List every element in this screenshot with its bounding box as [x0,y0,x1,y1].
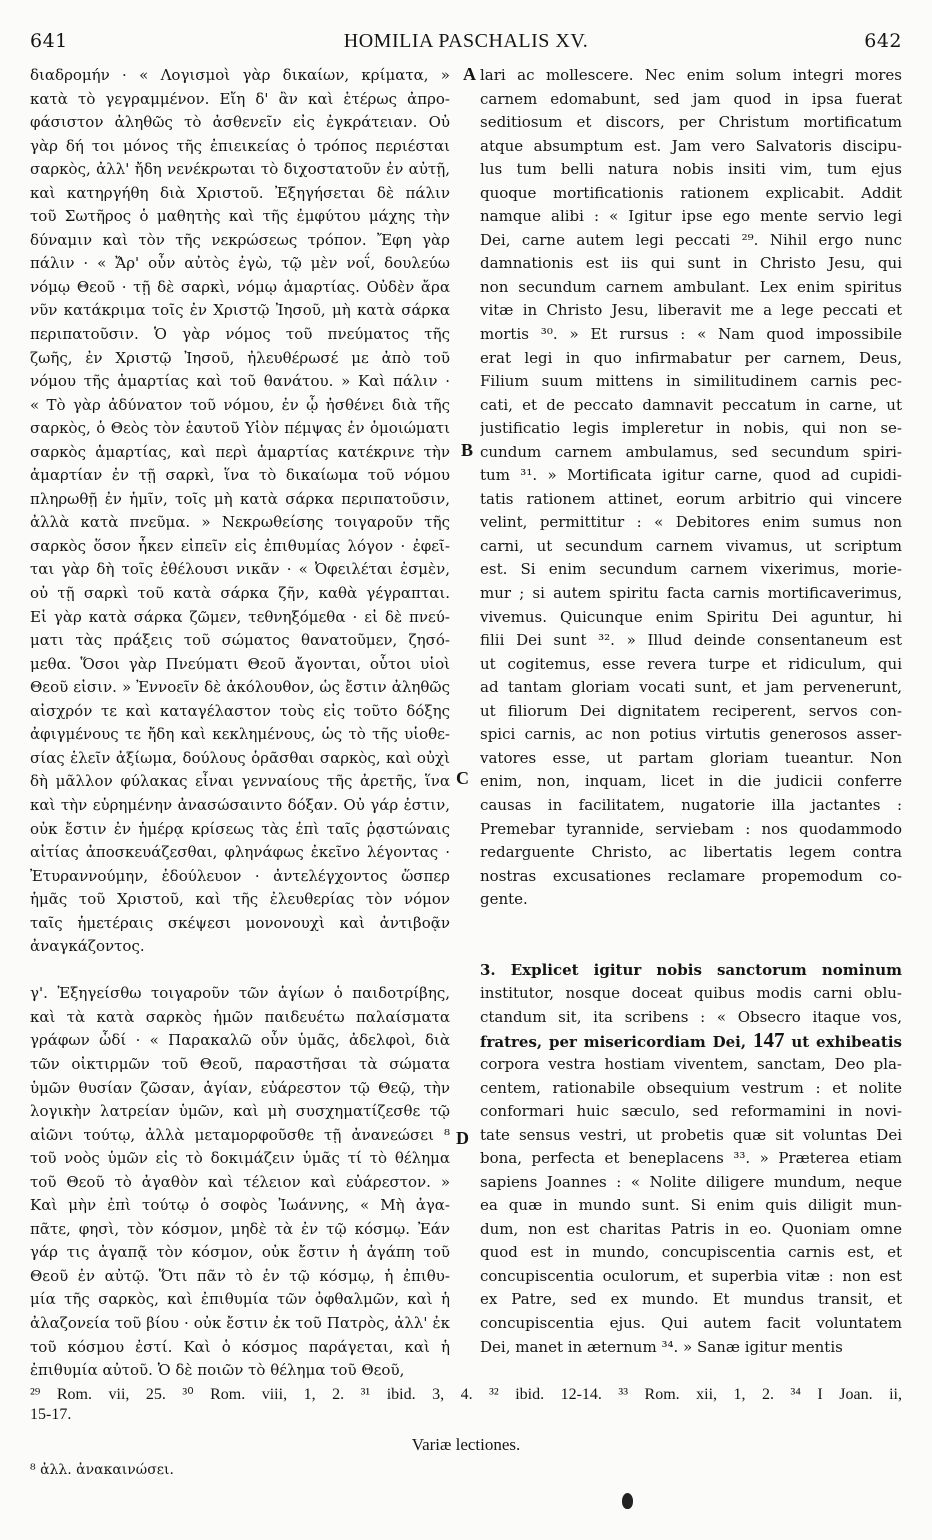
text-line: namque alibi : « Igitur ipse ego mente servio legi [480,207,902,226]
greek-column [30,64,450,1383]
text-line: καὶ τὴν εὑρημένην ἀνασώσαιντο δόξαν. Οὐ γάρ ἐστιν, [30,795,450,814]
text-line: ἀλλὰ κατὰ πνεῦμα. » Νεκρωθείσης τοιγαροῦν τῆς [30,513,450,532]
text-line: ταῖς ἡμετέραις σκέψεσι μονονουχὶ καὶ ἀντιβοᾷν [30,913,450,932]
latin-paragraph-1 [480,64,902,912]
text-line: γάρ τις ἀγαπᾷ τὸν κόσμον, οὐκ ἔστιν ἡ ἀγάπη τοῦ [30,1243,450,1262]
text-line: fratres, per misericordiam Dei, 147 ut exhibeatis [480,1029,902,1053]
text-line: ἀλαζονεία τοῦ βίου · οὐκ ἔστιν ἐκ τοῦ Πατρὸς, ἀλλ' ἐκ [30,1313,450,1332]
text-line: ἁμαρτίαν ἐν τῇ σαρκὶ, ἵνα τὸ δικαίωμα τοῦ νόμου [30,466,450,485]
text-line: πληρωθῇ ἐν ἡμῖν, τοῖς μὴ κατὰ σάρκα περιπατοῦσιν, [30,489,450,508]
text-line: αἰσχρόν τε καὶ καταγέλαστον τοὺς εἰς τοῦτο δόξης [30,701,450,720]
text-line: τοῦ Σωτῆρος ὁ μαθητὴς καὶ τῆς ἐμφύτου μάχης τὴν [30,207,450,226]
text-line: τοῦ Θεοῦ τὸ ἀγαθὸν καὶ τέλειον καὶ εὐάρεστον. » [30,1172,450,1191]
text-line: concupiscentia oculorum, et superbia vitæ : non est [480,1266,902,1285]
footnotes [30,1385,902,1425]
text-line: redarguente Christo, ac libertatis legem contra [480,843,902,862]
margin-letter-b: B [461,440,474,460]
text-line: πᾶτε, φησὶ, τὸν κόσμον, μηδὲ τὰ ἐν τῷ κόσμῳ. Ἐάν [30,1219,450,1238]
text-line: σαρκὸς ὅσον ἧκεν εἰπεῖν εἰς ἐπιθυμίας λόγον · ἐφεῖ- [30,536,450,555]
text-line: lus tum belli natura nobis insiti vim, tum ejus [480,160,902,179]
greek-paragraph-2 [30,982,450,1382]
text-line: νῦν κατάκριμα τοῖς ἐν Χριστῷ Ἰησοῦ, μὴ κατὰ σάρκα [30,301,450,320]
text-line: enim, non, inquam, licet in die judicii conferre [480,772,902,791]
text-line: οὐκ ἔστιν ἐν ἡμέρᾳ κρίσεως τὰς ἐπὶ ταῖς ῥᾳστώναις [30,819,450,838]
text-line: ad tantam gloriam vocati sunt, et jam pervenerunt, [480,678,902,697]
text-line: mur ; si autem spiritu facta carnis mortificaverimus, [480,584,902,603]
text-line: velint, permittitur : « Debitores enim sumus non [480,513,902,532]
text-line: institutor, nosque doceat quibus modis carni oblu- [480,984,902,1003]
text-line: ἀφιγμένους τε ἤδη καὶ κεκλημένους, ὡς τὸ τῆς υἱοθε- [30,725,450,744]
text-line: καὶ τὰ κατὰ σαρκὸς ἡμῶν παιδευέτω παλαίσματα [30,1007,450,1026]
text-line: carnem edomabunt, sed jam quod in ipsa fuerat [480,89,902,108]
text-line: ὑμῶν θυσίαν ζῶσαν, ἁγίαν, εὐάρεστον τῷ Θεῷ, τὴν [30,1078,450,1097]
text-line: Filium suum mittens in similitudinem carnis pec- [480,372,902,391]
text-line: νόμου τῆς ἁμαρτίας καὶ τοῦ θανάτου. » Καὶ πάλιν · [30,372,450,391]
text-line: γ'. Ἐξηγείσθω τοιγαροῦν τῶν ἁγίων ὁ παιδοτρίβης, [30,984,450,1003]
text-line: damnationis est iis qui sunt in Christo Jesu, qui [480,254,902,273]
text-line: justificatio legis impleretur in nobis, qui non se- [480,419,902,438]
text-line: concupiscentia ejus. Qui autem facit voluntatem [480,1313,902,1332]
text-line: filii Dei sunt ³². » Illud deinde consentaneum est [480,631,902,650]
greek-paragraph-1 [30,64,450,959]
text-line: dum, non est charitas Patris in eo. Quoniam omne [480,1219,902,1238]
text-line: δὴ μᾶλλον φύλακας εἶναι γενναίους τῆς ἀρετῆς, ἵνα [30,772,450,791]
text-line: centem, rationabile obsequium vestrum : et nolite [480,1078,902,1097]
text-line: σαρκὸς ἁμαρτίας, καὶ περὶ ἁμαρτίας κατέκρινε τὴν [30,442,450,461]
text-line: cati, et de peccato damnavit peccatum in carne, ut [480,395,902,414]
text-line: ea quæ in mundo sunt. Si enim quis diligit mun- [480,1196,902,1215]
footnote-line: 15-17. [30,1406,72,1423]
text-line: erat legi in quo infirmabatur per carnem, Deus, [480,348,902,367]
footnote-line: ²⁹ Rom. vii, 25. ³⁰ Rom. viii, 1, 2. ³¹ ibid. 3, 4. ³² ibid. 12-14. ³³ Rom. xii, 1, 2. ³⁴ I Joan. ii, [30,1386,902,1403]
text-line: vitæ in Christo Jesu, liberavit me a lege peccati et [480,301,902,320]
text-line: ut cogitemus, esse revera turpe et ridiculum, qui [480,654,902,673]
text-line: αἰῶνι τούτῳ, ἀλλὰ μεταμορφοῦσθε τῇ ἀνανεώσει ⁸ [30,1125,450,1144]
text-line: ut filiorum Dei dignitatem reciperent, servos con- [480,701,902,720]
text-line: mortis ³⁰. » Et rursus : « Nam quod impossibile [480,325,902,344]
text-line: ctandum sit, ita scribens : « Obsecro itaque vos, [480,1007,902,1026]
text-line: Ἐτυραννούμην, ἐδούλευον · ἀντελέγχοντος ὥσπερ [30,866,450,885]
margin-letter-c: C [456,768,469,788]
text-line: γράφων ὧδί · « Παρακαλῶ οὖν ὑμᾶς, ἀδελφοὶ, διὰ [30,1031,450,1050]
text-line: vatores esse, ut partam gloriam tueantur. Non [480,748,902,767]
text-line: μία τῆς σαρκὸς, καὶ ἐπιθυμία τῶν ὀφθαλμῶν, καὶ ἡ [30,1290,450,1309]
text-line: tum ³¹. » Mortificata igitur carne, quod ad cupidi- [480,466,902,485]
text-line: nostras excusationes reclamare propemodum co- [480,866,902,885]
text-line: non secundum carnem ambulant. Lex enim spiritus [480,277,902,296]
page-number-left: 641 [30,30,68,52]
text-line: ἀναγκάζοντος. [30,937,145,956]
text-line: γὰρ δή τοι μόνος τῆς ἐπιεικείας ὁ τρόπος περιέσται [30,136,450,155]
text-line: ται γὰρ δὴ τοῖς ἐθέλουσι νικᾶν · « Ὀφειλέται ἐσμὲν, [30,560,450,579]
text-line: vivemus. Quicunque enim Spiritu Dei aguntur, hi [480,607,902,626]
variant-reading: ⁸ ἀλλ. ἀνακαινώσει. [30,1462,174,1478]
column-number: 147 [752,1029,785,1053]
text-line: αἰτίας ἀποσκευάζεσθαι, φληνάφως ἐκεῖνο λέγοντας · [30,843,450,862]
ornament-icon [622,1493,633,1509]
variae-lectiones-heading: Variæ lectiones. [411,1435,521,1454]
text-line: μεθα. Ὅσοι γὰρ Πνεύματι Θεοῦ ἄγονται, οὗτοι υἱοὶ [30,654,450,673]
text-line: Premebar tyrannide, serviebam : nos quodammodo [480,819,902,838]
text-line: causas in facilitatem, nugatorie illa jactantes : [480,795,902,814]
text-line: τῶν οἰκτιρμῶν τοῦ Θεοῦ, παραστῆσαι τὰ σώματα [30,1054,450,1073]
text-line: καὶ κατηργήθη διὰ Χριστοῦ. Ἐξηγήσεται δὲ πάλιν [30,183,450,202]
text-line: περιπατοῦσιν. Ὁ γὰρ νόμος τοῦ πνεύματος τῆς [30,325,450,344]
text-line: ex Patre, sed ex mundo. Et mundus transit, et [480,1290,902,1309]
text-line: διαδρομήν · « Λογισμοὶ γὰρ δικαίων, κρίματα, » [30,66,450,84]
text-line: 3. Explicet igitur nobis sanctorum nominum [480,960,902,979]
text-line: cundum carnem ambulamus, sed secundum spiri- [480,442,902,461]
text-line: spici carnis, ac non potius virtutis generosos asser- [480,725,902,744]
text-line: gente. [480,890,528,909]
text-line: atque absumptum est. Jam vero Salvatoris discipu- [480,136,902,155]
text-line: sapiens Joannes : « Nolite diligere mundum, neque [480,1172,902,1191]
text-line: seditiosum et discors, per Christum mortificatum [480,113,902,132]
text-line: ζωῆς, ἐν Χριστῷ Ἰησοῦ, ἠλευθέρωσέ με ἀπὸ τοῦ [30,348,450,367]
text-line: conformari huic sæculo, sed reformamini in novi- [480,1102,902,1121]
text-line: corpora vestra hostiam viventem, sanctam, Deo pla- [480,1054,902,1073]
text-line: σίας ἑλεῖν ἀξίωμα, δούλους ὁρᾶσθαι σαρκὸς, καὶ οὐχὶ [30,748,450,767]
text-line: Εἰ γὰρ κατὰ σάρκα ζῶμεν, τεθνηξόμεθα · εἰ δὲ πνεύ- [30,607,450,626]
text-line: « Τὸ γὰρ ἀδύνατον τοῦ νόμου, ἐν ᾧ ἠσθένει διὰ τῆς [30,395,450,414]
text-line: νόμῳ Θεοῦ · τῇ δὲ σαρκὶ, νόμῳ ἁμαρτίας. Οὐδὲν ἄρα [30,277,450,296]
text-line: est. Si enim secundum carnem vixerimus, morie- [480,560,902,579]
text-line: Θεοῦ εἰσιν. » Ἐννοεῖν δὲ ἀκόλουθον, ὡς ἔστιν ἀληθῶς [30,678,450,697]
text-line: Θεοῦ ἐν αὐτῷ. Ὅτι πᾶν τὸ ἐν τῷ κόσμῳ, ἡ ἐπιθυ- [30,1266,450,1285]
latin-column [480,64,902,1359]
text-line: κατὰ τὸ γεγραμμένον. Εἴη δ' ἂν καὶ ἑτέρως ἀπρο- [30,89,450,108]
text-line: tate sensus vestri, ut probetis quæ sit voluntas Dei [480,1125,902,1144]
text-line: lari ac mollescere. Nec enim solum integri mores [480,66,902,84]
latin-paragraph-2 [480,959,902,1359]
text-line: τοῦ νοὸς ὑμῶν εἰς τὸ δοκιμάζειν ὑμᾶς τί τὸ θέλημα [30,1149,450,1168]
text-line: Καὶ μὴν ἐπὶ τούτῳ ὁ σοφὸς Ἰωάννης, « Μὴ ἀγα- [30,1196,450,1215]
page-number-right: 642 [864,30,902,52]
text-line: πάλιν · « Ἄρ' οὖν αὐτὸς ἐγὼ, τῷ μὲν νοΐ, δουλεύω [30,254,450,273]
text-line: tatis rationem attinet, eorum arbitrio qui vincere [480,489,902,508]
margin-letter-d: D [456,1128,469,1148]
text-line: ἐπιθυμία αὐτοῦ. Ὁ δὲ ποιῶν τὸ θέλημα τοῦ Θεοῦ, [30,1361,405,1380]
text-line: σαρκὸς, ὁ Θεὸς τὸν ἑαυτοῦ Υἱὸν πέμψας ἐν ὁμοιώματι [30,419,450,438]
page-header [30,30,902,60]
margin-letter-a: A [463,64,476,84]
text-line: ἡμᾶς τοῦ Χριστοῦ, καὶ τῆς ἐλευθερίας τὸν νόμον [30,890,450,909]
text-line: λογικὴν λατρείαν ὑμῶν, καὶ μὴ συσχηματίζεσθε τῷ [30,1102,450,1121]
text-line: φάσιστον ἀληθῶς τὸ ἀσθενεῖν εἰς ἐγκράτειαν. Οὐ [30,113,450,132]
text-line: bona, perfecta et beneplacens ³³. » Præterea etiam [480,1149,902,1168]
text-line: Dei, manet in æternum ³⁴. » Sanæ igitur mentis [480,1337,843,1356]
text-line: σαρκὸς, ἀλλ' ἤδη νενέκρωται τὸ διχοστατοῦν ἐν αὐτῇ, [30,160,450,179]
text-line: οὐ τῇ σαρκὶ τοῦ κατὰ σάρκα ζῆν, καθὰ γέγραπται. [30,584,450,603]
running-title: HOMILIA PASCHALIS XV. [343,30,589,52]
text-line: carni, ut secundum carnem vivamus, ut scriptum [480,536,902,555]
text-line: quoque mortificationis rationem explicabit. Addit [480,183,902,202]
text-line: Dei, carne autem legi peccati ²⁹. Nihil ergo nunc [480,230,902,249]
text-line: ματι τὰς πράξεις τοῦ σώματος θανατοῦμεν, ζησό- [30,631,450,650]
text-line: quod est in mundo, concupiscentia carnis est, et [480,1243,902,1262]
text-line: τοῦ κόσμου ἐστί. Καὶ ὁ κόσμος παράγεται, καὶ ἡ [30,1337,450,1356]
text-line: δύναμιν καὶ τὸν τῆς νεκρώσεως τρόπον. Ἔφη γὰρ [30,230,450,249]
